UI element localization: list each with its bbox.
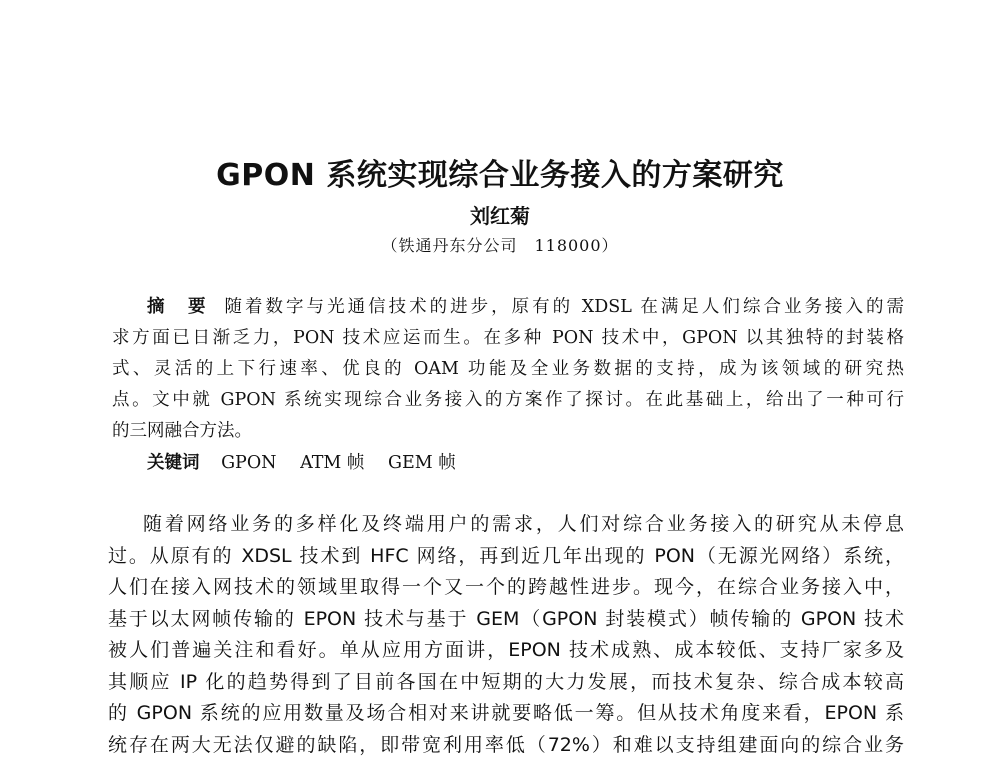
abstract-label: 摘 要: [147, 297, 209, 317]
body-paragraph: [108, 509, 904, 761]
abstract-line: 的三网融合方法。: [112, 416, 904, 447]
paper-title: GPON 系统实现综合业务接入的方案研究: [0, 150, 1000, 194]
abstract-line: 点。文中就 GPON 系统实现综合业务接入的方案作了探讨。在此基础上，给出了一种可行: [112, 385, 904, 416]
body-line: 统存在两大无法仅避的缺陷，即带宽利用率低（72%）和难以支持组建面向的综合业务: [108, 730, 904, 761]
body-line: 其顺应 IP 化的趋势得到了目前各国在中短期的大力发展，而技术复杂、综合成本较高: [108, 667, 904, 699]
abstract-line: [112, 292, 904, 323]
body-line: 人们在接入网技术的领域里取得一个又一个的跨越性进步。现今，在综合业务接入中，: [108, 572, 904, 604]
abstract-line: 式、灵活的上下行速率、优良的 OAM 功能及全业务数据的支持，成为该领域的研究热: [112, 354, 904, 385]
author-affiliation: （铁通丹东分公司 118000）: [0, 233, 1000, 256]
keywords: [147, 449, 474, 474]
body-line: 的 GPON 系统的应用数量及场合相对来讲就要略低一筹。但从技术角度来看，EPON 系: [108, 698, 904, 730]
body-line: 随着网络业务的多样化及终端用户的需求，人们对综合业务接入的研究从未停息: [108, 509, 904, 541]
author-name: 刘红菊: [0, 200, 1000, 229]
abstract-line: 求方面已日渐乏力，PON 技术应运而生。在多种 PON 技术中，GPON 以其独特的封装格: [112, 323, 904, 354]
keywords-label: 关键词: [147, 453, 200, 473]
abstract: [112, 292, 904, 447]
body-line: 过。从原有的 XDSL 技术到 HFC 网络，再到近几年出现的 PON（无源光网络）系统，: [108, 541, 904, 573]
keyword: GEM 帧: [388, 453, 456, 473]
keyword: ATM 帧: [300, 453, 364, 473]
body-line: 被人们普遍关注和看好。单从应用方面讲，EPON 技术成熟、成本较低、支持厂家多及: [108, 635, 904, 667]
abstract-text: 随着数字与光通信技术的进步，原有的 XDSL 在满足人们综合业务接入的需: [225, 297, 904, 317]
body-line: 基于以太网帧传输的 EPON 技术与基于 GEM（GPON 封装模式）帧传输的 GPON 技术: [108, 604, 904, 636]
keyword: GPON: [221, 453, 276, 473]
